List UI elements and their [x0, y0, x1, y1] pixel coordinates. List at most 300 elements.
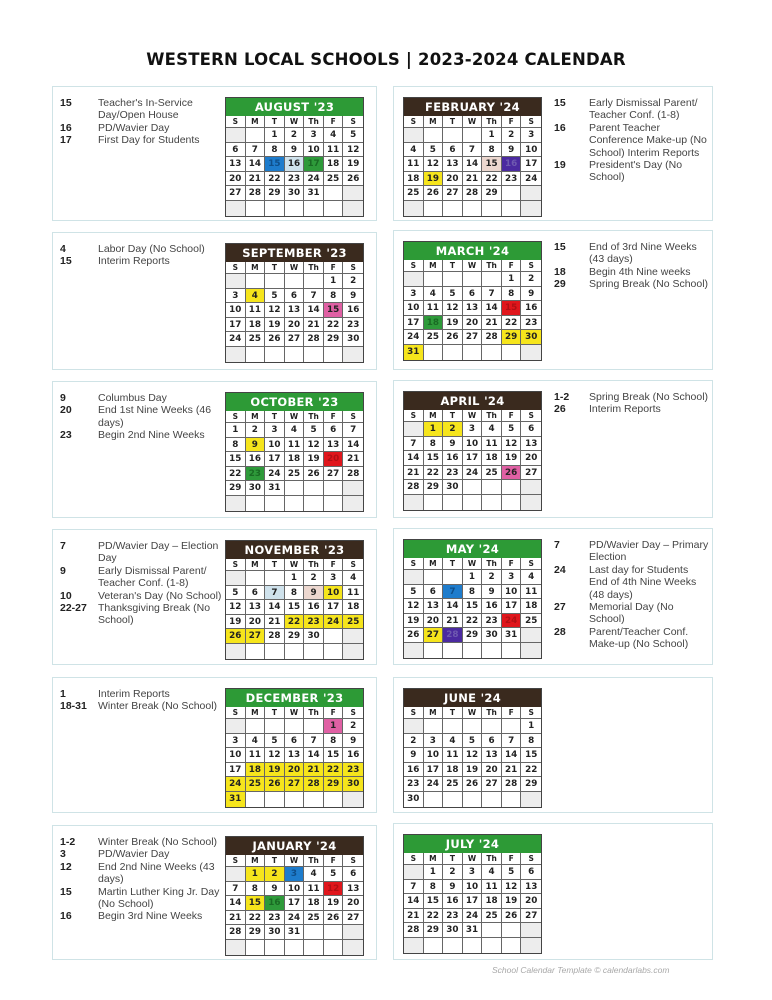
- event-date: 15: [60, 97, 72, 109]
- day-cell: 7: [404, 880, 424, 895]
- day-cell-highlighted: 24: [226, 777, 246, 792]
- empty-day-cell: [463, 480, 483, 495]
- day-cell: 17: [463, 451, 483, 466]
- month-card-feb24: [393, 86, 713, 221]
- weekday-label: Th: [304, 559, 324, 571]
- day-cell: 19: [404, 614, 424, 629]
- event-item: [554, 159, 709, 184]
- day-cell: 8: [502, 287, 522, 302]
- empty-day-cell: [404, 201, 424, 216]
- event-item: [60, 255, 230, 267]
- day-grid: [404, 558, 541, 658]
- empty-day-cell: [502, 480, 522, 495]
- weekday-label: M: [424, 707, 444, 719]
- day-cell: 22: [482, 172, 502, 187]
- day-cell-highlighted: 27: [424, 628, 444, 643]
- weekday-label: S: [226, 707, 246, 719]
- day-cell: 1: [265, 128, 285, 143]
- day-cell: 31: [285, 925, 305, 940]
- day-cell: 25: [443, 777, 463, 792]
- event-date: 15: [60, 885, 72, 898]
- day-cell: 5: [265, 734, 285, 749]
- empty-day-cell: [482, 345, 502, 360]
- day-cell: 2: [246, 423, 266, 438]
- day-cell: 27: [463, 330, 483, 345]
- day-cell: 5: [265, 289, 285, 304]
- day-cell-highlighted: 15: [324, 303, 344, 318]
- day-cell: 2: [502, 128, 522, 143]
- event-item: [60, 590, 230, 602]
- empty-day-cell: [285, 792, 305, 807]
- empty-day-cell: [324, 644, 344, 659]
- event-description: PD/Wavier Day: [98, 848, 170, 861]
- empty-day-cell: [324, 792, 344, 807]
- day-cell: 19: [265, 318, 285, 333]
- empty-day-cell: [482, 272, 502, 287]
- weekday-label: S: [343, 559, 363, 571]
- day-cell: 17: [324, 600, 344, 615]
- month-header: FEBRUARY '24: [404, 98, 541, 116]
- day-cell: 14: [463, 157, 483, 172]
- day-cell: 24: [463, 909, 483, 924]
- day-cell: 15: [463, 599, 483, 614]
- empty-day-cell: [404, 719, 424, 734]
- day-cell-highlighted: 15: [482, 157, 502, 172]
- weekday-label: Th: [304, 855, 324, 867]
- mini-calendar: [403, 834, 542, 954]
- day-cell: 16: [443, 894, 463, 909]
- day-cell: 8: [285, 586, 305, 601]
- day-cell: 3: [424, 734, 444, 749]
- day-cell: 6: [521, 865, 541, 880]
- day-cell: 13: [246, 600, 266, 615]
- empty-day-cell: [246, 644, 266, 659]
- empty-day-cell: [521, 201, 541, 216]
- day-cell: 10: [304, 143, 324, 158]
- event-date: 15: [554, 241, 566, 253]
- day-cell: 14: [404, 894, 424, 909]
- day-cell: 27: [443, 186, 463, 201]
- day-cell: 18: [343, 600, 363, 615]
- event-item: [554, 564, 709, 601]
- event-list: [554, 391, 709, 416]
- weekday-label: Th: [482, 707, 502, 719]
- empty-day-cell: [304, 481, 324, 496]
- day-cell: 13: [285, 303, 305, 318]
- month-card-may24: [393, 528, 713, 665]
- day-cell: 8: [324, 734, 344, 749]
- day-cell-highlighted: 1: [324, 719, 344, 734]
- day-cell: 4: [424, 287, 444, 302]
- weekday-label: F: [502, 410, 522, 422]
- month-card-jun24: [393, 677, 713, 813]
- weekday-label: Th: [304, 116, 324, 128]
- event-description: Veteran's Day (No School): [98, 589, 222, 602]
- empty-day-cell: [285, 274, 305, 289]
- empty-day-cell: [246, 201, 266, 216]
- day-grid: [226, 559, 363, 659]
- empty-day-cell: [463, 345, 483, 360]
- mini-calendar: [225, 392, 364, 512]
- day-cell: 11: [285, 438, 305, 453]
- empty-day-cell: [265, 571, 285, 586]
- weekday-label: S: [404, 853, 424, 865]
- mini-calendar: [403, 241, 542, 361]
- month-header: MAY '24: [404, 540, 541, 558]
- day-cell: 5: [443, 287, 463, 302]
- day-cell: 5: [502, 865, 522, 880]
- empty-day-cell: [521, 938, 541, 953]
- empty-day-cell: [226, 719, 246, 734]
- day-cell: 29: [226, 481, 246, 496]
- event-item: [60, 910, 230, 922]
- day-cell: 16: [521, 301, 541, 316]
- weekday-label: S: [226, 559, 246, 571]
- weekday-label: Th: [304, 411, 324, 423]
- day-cell: 27: [521, 466, 541, 481]
- day-cell: 26: [404, 628, 424, 643]
- day-cell-highlighted: 28: [443, 628, 463, 643]
- day-cell: 7: [463, 143, 483, 158]
- event-description: First Day for Students: [98, 134, 200, 147]
- event-date: 1-2: [554, 391, 570, 403]
- day-cell: 21: [246, 172, 266, 187]
- day-cell: 19: [304, 452, 324, 467]
- day-cell: 25: [521, 614, 541, 629]
- day-cell: 11: [246, 748, 266, 763]
- empty-day-cell: [226, 496, 246, 511]
- day-cell-highlighted: 25: [246, 777, 266, 792]
- day-cell: 28: [463, 186, 483, 201]
- weekday-label: F: [324, 116, 344, 128]
- event-date: 16: [60, 910, 72, 923]
- day-cell: 20: [443, 172, 463, 187]
- day-cell: 22: [521, 763, 541, 778]
- day-cell: 5: [304, 423, 324, 438]
- month-header: MARCH '24: [404, 242, 541, 260]
- day-cell: 20: [482, 763, 502, 778]
- day-cell: 29: [463, 628, 483, 643]
- weekday-label: W: [285, 559, 305, 571]
- event-description: Early Dismissal Parent/ Teacher Conf. (1-8): [98, 564, 207, 590]
- day-cell: 11: [324, 143, 344, 158]
- weekday-label: M: [246, 262, 266, 274]
- day-cell: 10: [226, 748, 246, 763]
- empty-day-cell: [324, 925, 344, 940]
- empty-day-cell: [343, 792, 363, 807]
- day-cell: 28: [226, 925, 246, 940]
- empty-day-cell: [226, 940, 246, 955]
- event-description: End 2nd Nine Weeks (43 days): [98, 860, 215, 886]
- weekday-label: Th: [304, 707, 324, 719]
- event-description: President's Day (No School): [589, 159, 683, 184]
- day-cell: 3: [265, 423, 285, 438]
- day-cell: 5: [404, 585, 424, 600]
- empty-day-cell: [502, 719, 522, 734]
- day-cell: 25: [482, 466, 502, 481]
- day-cell: 29: [265, 186, 285, 201]
- day-cell: 10: [424, 748, 444, 763]
- day-cell: 7: [482, 287, 502, 302]
- day-cell: 22: [246, 911, 266, 926]
- empty-day-cell: [482, 201, 502, 216]
- day-cell: 8: [324, 289, 344, 304]
- day-cell: 11: [482, 880, 502, 895]
- day-cell: 23: [343, 318, 363, 333]
- mini-calendar: [225, 243, 364, 363]
- day-cell: 14: [343, 438, 363, 453]
- weekday-label: F: [324, 411, 344, 423]
- day-cell: 20: [226, 172, 246, 187]
- day-cell: 24: [424, 777, 444, 792]
- empty-day-cell: [226, 128, 246, 143]
- day-cell: 24: [265, 467, 285, 482]
- month-header: APRIL '24: [404, 392, 541, 410]
- day-grid: [226, 855, 363, 955]
- day-cell: 27: [285, 332, 305, 347]
- day-cell: 2: [443, 865, 463, 880]
- day-cell-highlighted: 3: [285, 867, 305, 882]
- day-cell: 18: [443, 763, 463, 778]
- event-list: [554, 97, 709, 184]
- empty-day-cell: [463, 719, 483, 734]
- event-date: 29: [554, 278, 566, 291]
- empty-day-cell: [226, 347, 246, 362]
- day-cell: 5: [343, 128, 363, 143]
- event-list: [554, 539, 709, 651]
- weekday-label: S: [404, 707, 424, 719]
- empty-day-cell: [482, 643, 502, 658]
- event-list: [60, 97, 230, 147]
- day-cell: 8: [521, 734, 541, 749]
- day-cell: 10: [265, 438, 285, 453]
- empty-day-cell: [443, 345, 463, 360]
- day-grid: [226, 707, 363, 807]
- event-description: Parent/Teacher Conf. Make-up (No School): [589, 625, 689, 651]
- day-cell-highlighted: 28: [304, 777, 324, 792]
- weekday-label: S: [521, 853, 541, 865]
- day-cell: 16: [343, 748, 363, 763]
- day-cell: 24: [521, 172, 541, 187]
- day-cell: 10: [463, 880, 483, 895]
- day-cell: 24: [226, 332, 246, 347]
- empty-day-cell: [246, 128, 266, 143]
- day-cell: 21: [304, 318, 324, 333]
- weekday-label: W: [285, 411, 305, 423]
- weekday-label: S: [343, 855, 363, 867]
- month-header: NOVEMBER '23: [226, 541, 363, 559]
- day-cell: 8: [246, 882, 266, 897]
- day-grid: [404, 410, 541, 510]
- weekday-label: T: [265, 116, 285, 128]
- weekday-label: F: [502, 558, 522, 570]
- empty-day-cell: [265, 940, 285, 955]
- day-cell: 3: [304, 128, 324, 143]
- day-cell: 9: [285, 143, 305, 158]
- event-date: 22-27: [60, 602, 87, 615]
- day-cell: 24: [304, 172, 324, 187]
- month-header: JUNE '24: [404, 689, 541, 707]
- day-cell: 12: [343, 143, 363, 158]
- day-cell: 6: [482, 734, 502, 749]
- mini-calendar: [225, 540, 364, 660]
- event-description: PD/Wavier Day: [98, 121, 170, 134]
- day-cell-highlighted: 18: [424, 316, 444, 331]
- day-cell: 9: [404, 748, 424, 763]
- month-header: DECEMBER '23: [226, 689, 363, 707]
- day-grid: [404, 853, 541, 953]
- day-cell: 8: [424, 437, 444, 452]
- day-cell: 31: [502, 628, 522, 643]
- empty-day-cell: [443, 643, 463, 658]
- day-cell: 14: [304, 748, 324, 763]
- empty-day-cell: [404, 865, 424, 880]
- day-cell-highlighted: 29: [502, 330, 522, 345]
- day-cell: 22: [463, 614, 483, 629]
- event-date: 9: [60, 392, 66, 404]
- day-cell: 4: [324, 128, 344, 143]
- day-cell: 13: [482, 748, 502, 763]
- day-cell: 14: [502, 748, 522, 763]
- mini-calendar: [225, 836, 364, 956]
- event-description: Begin 2nd Nine Weeks: [98, 429, 205, 442]
- event-date: 15: [60, 255, 72, 268]
- day-cell: 21: [404, 909, 424, 924]
- day-cell: 11: [443, 748, 463, 763]
- day-cell: 22: [324, 318, 344, 333]
- weekday-label: W: [285, 707, 305, 719]
- empty-day-cell: [226, 201, 246, 216]
- empty-day-cell: [226, 571, 246, 586]
- day-cell: 7: [246, 143, 266, 158]
- mini-calendar: [403, 539, 542, 659]
- empty-day-cell: [324, 481, 344, 496]
- empty-day-cell: [463, 201, 483, 216]
- day-cell: 3: [463, 865, 483, 880]
- day-cell: 2: [482, 570, 502, 585]
- day-cell: 31: [463, 923, 483, 938]
- mini-calendar: [225, 97, 364, 217]
- empty-day-cell: [424, 719, 444, 734]
- day-cell: 6: [246, 586, 266, 601]
- day-cell: 29: [482, 186, 502, 201]
- empty-day-cell: [304, 940, 324, 955]
- day-grid: [226, 411, 363, 511]
- day-cell: 25: [324, 172, 344, 187]
- day-cell-highlighted: 7: [443, 585, 463, 600]
- footer-credit: School Calendar Template © calendarlabs.com: [492, 965, 670, 975]
- empty-day-cell: [424, 345, 444, 360]
- day-cell: 10: [285, 882, 305, 897]
- day-cell: 6: [226, 143, 246, 158]
- empty-day-cell: [443, 272, 463, 287]
- event-date: 3: [60, 848, 66, 861]
- event-description: Interim Reports: [98, 688, 170, 700]
- day-cell: 13: [463, 301, 483, 316]
- day-cell: 4: [246, 734, 266, 749]
- event-item: [60, 243, 230, 255]
- event-description: Parent Teacher Conference Make-up (No School) Interim Reports: [589, 121, 707, 159]
- day-cell: 4: [343, 571, 363, 586]
- empty-day-cell: [265, 496, 285, 511]
- day-cell: 16: [343, 303, 363, 318]
- empty-day-cell: [343, 347, 363, 362]
- empty-day-cell: [324, 629, 344, 644]
- day-cell: 22: [226, 467, 246, 482]
- day-cell: 13: [521, 437, 541, 452]
- empty-day-cell: [424, 495, 444, 510]
- day-cell: 19: [343, 157, 363, 172]
- event-description: Begin 3rd Nine Weeks: [98, 910, 203, 923]
- day-grid: [404, 260, 541, 360]
- day-cell: 3: [404, 287, 424, 302]
- day-cell-highlighted: 26: [226, 629, 246, 644]
- event-description: PD/Wavier Day – Primary Election: [589, 539, 709, 564]
- weekday-label: W: [463, 116, 483, 128]
- day-cell: 3: [324, 571, 344, 586]
- weekday-label: T: [265, 559, 285, 571]
- day-cell: 25: [304, 911, 324, 926]
- empty-day-cell: [343, 644, 363, 659]
- empty-day-cell: [265, 201, 285, 216]
- month-header: SEPTEMBER '23: [226, 244, 363, 262]
- weekday-label: S: [521, 260, 541, 272]
- day-cell: 1: [502, 272, 522, 287]
- weekday-label: F: [502, 707, 522, 719]
- event-date: 17: [60, 134, 72, 147]
- day-cell: 11: [343, 586, 363, 601]
- day-cell: 26: [324, 911, 344, 926]
- day-cell: 23: [404, 777, 424, 792]
- day-cell-highlighted: 1: [246, 867, 266, 882]
- day-cell: 17: [502, 599, 522, 614]
- day-cell-highlighted: 9: [304, 586, 324, 601]
- empty-day-cell: [443, 792, 463, 807]
- event-description: End 1st Nine Weeks (46 days): [98, 404, 212, 429]
- day-cell: 26: [502, 909, 522, 924]
- event-date: 10: [60, 589, 72, 602]
- weekday-label: S: [226, 262, 246, 274]
- weekday-label: M: [424, 260, 444, 272]
- page-title: WESTERN LOCAL SCHOOLS | 2023-2024 CALENDAR: [146, 50, 626, 69]
- empty-day-cell: [304, 925, 324, 940]
- day-cell: 5: [463, 734, 483, 749]
- event-item: [60, 700, 230, 712]
- day-cell: 10: [502, 585, 522, 600]
- day-cell: 27: [226, 186, 246, 201]
- empty-day-cell: [246, 719, 266, 734]
- day-cell: 9: [343, 734, 363, 749]
- day-cell: 21: [343, 452, 363, 467]
- event-list: [60, 688, 230, 713]
- day-cell: 6: [324, 423, 344, 438]
- day-cell: 13: [324, 438, 344, 453]
- day-cell: 23: [265, 911, 285, 926]
- weekday-label: S: [521, 410, 541, 422]
- day-cell: 19: [226, 615, 246, 630]
- event-item: [60, 836, 230, 848]
- weekday-label: T: [443, 853, 463, 865]
- day-cell: 28: [404, 923, 424, 938]
- empty-day-cell: [285, 644, 305, 659]
- day-grid: [226, 262, 363, 362]
- empty-day-cell: [404, 643, 424, 658]
- day-cell: 21: [502, 763, 522, 778]
- day-cell: 4: [443, 734, 463, 749]
- empty-day-cell: [285, 481, 305, 496]
- empty-day-cell: [502, 186, 522, 201]
- day-cell: 27: [521, 909, 541, 924]
